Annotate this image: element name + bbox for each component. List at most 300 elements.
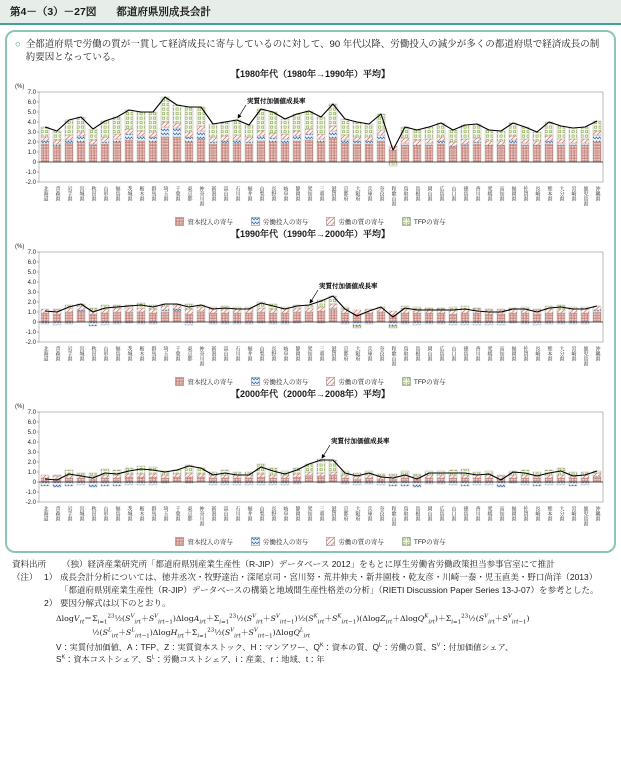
bar-segment (329, 304, 337, 308)
figure-number: 第4－（3）－27図 (10, 6, 97, 18)
x-axis-label: 滋賀県 (330, 345, 337, 361)
bar-segment (281, 482, 289, 485)
bar-segment (389, 150, 397, 162)
x-axis-label: 長崎県 (534, 185, 541, 201)
bar-segment (425, 313, 433, 322)
y-tick-label: 1.0 (27, 149, 36, 156)
bar-segment (197, 307, 205, 311)
x-axis-label: 京都府 (342, 345, 349, 361)
bar-segment (221, 122, 229, 136)
note-text-1: 成長会計分析については、徳井丞次・牧野達治・深尾京司・宮川努・荒井伸夫・新井園枝・乾友彦・川崎一泰・児玉直美・野口尚洋（2013）「都道府県別産業生産性（R-JIP）データベースの構築と地域間生産性格差の分析」（RIETI Discussion Paper Series 13-J-07）を参考とした。 (60, 572, 599, 596)
x-axis-label: 岩手県 (66, 505, 73, 521)
x-axis-label: 青森県 (54, 345, 61, 361)
bar-segment (125, 308, 133, 312)
bar-segment (101, 309, 109, 313)
chart-plot-2000s (13, 400, 608, 506)
x-axis-label: 愛知県 (306, 345, 313, 361)
y-axis-unit: (%) (15, 403, 25, 410)
bar-segment (341, 475, 349, 478)
bar-segment (581, 143, 589, 145)
x-axis-label: 神奈川県 (198, 505, 205, 526)
bar-segment (101, 322, 109, 325)
bar-segment (89, 479, 97, 482)
x-axis-label: 福島県 (114, 505, 121, 521)
bar-segment (101, 482, 109, 486)
bar-segment (341, 135, 349, 140)
x-axis-label: 岡山県 (426, 505, 433, 521)
bar-segment (185, 107, 193, 132)
bar-segment (137, 141, 145, 162)
x-axis-label: 長野県 (270, 345, 277, 361)
decomposition-formula-line1: $\Delta\log V_{rt}=\Sigma_{i=1}^{23}\frac{1}{2}(S^V_{irt}+S^V_{irt-1})\Delta\log A_{irt}+\Sigma_{i=1}^{23}\frac{1}{2}(S^V_{irt}+S^V_{irt-1})\frac{1}{2}(S^K_{irt}+S^K_{irt-1})(\Delta\log Z_{irt}+\Delta\log Q^K_{irt})+\Sigma_{i=1}^{23}\frac{1}{2}(S^V_{irt}+S^V_{irt-1})$ (56, 613, 530, 626)
legend-swatch-icon (175, 537, 184, 546)
bar-segment (269, 475, 277, 478)
bar-segment (197, 468, 205, 474)
x-axis-label: 静岡県 (294, 505, 301, 521)
bar-segment (113, 134, 121, 139)
source-label: 資料出所 (12, 558, 47, 569)
legend-swatch-icon (402, 537, 411, 546)
chart-legend-2000s (13, 537, 608, 546)
x-axis-label: 福岡県 (510, 185, 517, 201)
x-axis-label: 秋田県 (90, 185, 97, 201)
bar-segment (77, 132, 85, 136)
x-axis-label: 熊本県 (546, 505, 553, 521)
bar-segment (161, 122, 169, 127)
bar-segment (245, 137, 253, 142)
bar-segment (389, 479, 397, 482)
note-number-2: 2） (44, 597, 58, 608)
bar-segment (413, 307, 421, 309)
x-axis-label: 静岡県 (294, 345, 301, 361)
x-axis-label: 大分県 (558, 345, 565, 361)
bar-segment (65, 140, 73, 143)
legend-swatch-icon (175, 377, 184, 386)
x-axis-label: 秋田県 (90, 345, 97, 361)
bar-segment (425, 478, 433, 482)
note-item-2 (44, 597, 609, 610)
bar-segment (437, 478, 445, 482)
x-axis-label: 広島県 (438, 185, 445, 201)
bar-segment (377, 479, 385, 482)
x-axis-label: 千葉県 (174, 505, 181, 521)
bar-segment (185, 309, 193, 314)
bar-segment (125, 312, 133, 322)
bar-segment (89, 129, 97, 140)
source-text: （独）経済産業研究所「都道府県別産業生産性（R-JIP）データベース 2012」をもとに厚生労働省労働政策担当参事官室にて推計 (62, 558, 555, 569)
x-axis-label: 北海道 (42, 505, 49, 521)
bar-segment (581, 145, 589, 162)
x-axis-label: 長野県 (270, 185, 277, 201)
x-axis-label: 沖縄県 (594, 345, 601, 361)
bar-segment (473, 313, 481, 322)
y-tick-label: 3.0 (27, 129, 36, 136)
y-tick-label: 4.0 (27, 119, 36, 126)
y-tick-label: -1.0 (25, 489, 36, 496)
bar-segment (365, 144, 373, 162)
bar-segment (317, 311, 325, 322)
bar-segment (233, 309, 241, 313)
bar-segment (581, 478, 589, 482)
bar-segment (173, 137, 181, 162)
bar-segment (497, 309, 505, 310)
note-text-2: 要因分解式は以下のとおり。 (60, 597, 171, 608)
bar-segment (125, 140, 133, 162)
chart-section-1990s (13, 229, 608, 386)
x-axis-label: 徳島県 (462, 185, 469, 201)
x-axis-label: 岩手県 (66, 345, 73, 361)
x-axis-label: 島根県 (414, 345, 421, 361)
bar-segment (185, 473, 193, 477)
bar-segment (449, 130, 457, 142)
bar-segment (569, 128, 577, 139)
bar-segment (449, 478, 457, 482)
bar-segment (317, 139, 325, 142)
x-axis-label: 岐阜県 (282, 185, 289, 201)
bar-segment (257, 477, 265, 482)
bar-segment (77, 136, 85, 142)
bar-segment (293, 114, 301, 131)
y-tick-label: 3.0 (27, 289, 36, 296)
bar-segment (41, 475, 49, 478)
bar-segment (269, 112, 277, 133)
bar-segment (305, 476, 313, 482)
chart-title-1980s: 【1980年代（1980年→1990年）平均】 (230, 68, 391, 79)
bar-segment (185, 322, 193, 325)
bar-segment (161, 127, 169, 137)
bar-segment (365, 137, 373, 141)
bar-segment (113, 142, 121, 162)
bar-segment (497, 146, 505, 162)
bar-segment (449, 482, 457, 485)
bar-segment (521, 127, 529, 139)
x-axis-label: 和歌山県 (390, 185, 397, 206)
bar-segment (305, 472, 313, 475)
bar-segment (257, 308, 265, 312)
x-axis-label: 埼玉県 (162, 185, 169, 201)
note-number-1: 1） (44, 572, 58, 583)
bar-segment (53, 131, 61, 140)
bar-segment (545, 144, 553, 162)
bar-segment (65, 482, 73, 486)
x-axis-label: 山形県 (102, 185, 109, 201)
bar-segment (113, 117, 121, 134)
bar-segment (221, 136, 229, 141)
x-axis-label: 福岡県 (510, 505, 517, 521)
bar-segment (533, 478, 541, 482)
bar-segment (497, 141, 505, 145)
bar-segment (497, 322, 505, 325)
x-axis-label: 愛媛県 (486, 185, 493, 201)
bar-segment (149, 477, 157, 482)
bar-segment (485, 314, 493, 322)
x-axis-label: 岐阜県 (282, 345, 289, 361)
bar-segment (77, 306, 85, 310)
chart-plot-1990s (13, 240, 608, 346)
x-axis-label: 東京都 (186, 505, 193, 521)
bar-segment (149, 137, 157, 142)
bar-segment (389, 322, 397, 326)
x-axis-label: 岩手県 (66, 185, 73, 201)
bar-segment (569, 482, 577, 486)
bar-segment (137, 312, 145, 322)
bar-segment (353, 326, 361, 328)
chart-legend-1980s (13, 217, 608, 226)
bar-segment (521, 143, 529, 145)
bar-segment (509, 478, 517, 482)
bar-segment (77, 473, 85, 475)
bar-segment (149, 313, 157, 322)
bar-segment (101, 478, 109, 482)
bar-segment (317, 476, 325, 482)
x-axis-label: 和歌山県 (390, 345, 397, 366)
bar-segment (125, 477, 133, 482)
x-axis-label: 高知県 (498, 505, 505, 521)
x-axis-label: 新潟県 (210, 185, 217, 201)
bar-segment (569, 143, 577, 145)
bar-segment (125, 134, 133, 140)
y-tick-label: 6.0 (27, 99, 36, 106)
bar-segment (389, 326, 397, 328)
legend-label: 労働投入の寄与 (262, 378, 309, 386)
bar-segment (293, 308, 301, 312)
bar-segment (89, 322, 97, 326)
bar-segment (149, 309, 157, 313)
bar-segment (329, 138, 337, 162)
bar-segment (593, 312, 601, 322)
x-axis-label: 大分県 (558, 505, 565, 521)
legend-item (175, 217, 233, 226)
bar-segment (581, 127, 589, 139)
bar-segment (329, 475, 337, 482)
bar-segment (245, 125, 253, 137)
y-tick-label: 0 (32, 479, 36, 486)
y-tick-label: 5.0 (27, 269, 36, 276)
bar-segment (593, 477, 601, 482)
bar-segment (533, 322, 541, 325)
bar-segment (545, 482, 553, 485)
stacked-bars (41, 459, 601, 487)
x-axis-label: 三重県 (318, 185, 325, 201)
bar-segment (173, 309, 181, 311)
y-tick-label: 6.0 (27, 419, 36, 426)
bar-segment (545, 136, 553, 141)
bar-segment (533, 309, 541, 310)
x-axis-label: 滋賀県 (330, 185, 337, 201)
bar-segment (269, 138, 277, 142)
legend-item (402, 537, 446, 546)
x-axis-label: 山形県 (102, 345, 109, 361)
x-axis-label: 香川県 (474, 505, 481, 521)
bar-segment (185, 132, 193, 137)
x-axis-label: 兵庫県 (366, 345, 373, 361)
bar-segment (533, 146, 541, 162)
bar-segment (497, 314, 505, 322)
bar-segment (401, 482, 409, 486)
legend-item (326, 537, 384, 546)
x-axis-label: 福島県 (114, 185, 121, 201)
bar-segment (41, 144, 49, 162)
y-tick-label: -1.0 (25, 329, 36, 336)
legend-label: 労働投入の寄与 (262, 538, 309, 546)
legend-item (175, 377, 233, 386)
bar-segment (173, 105, 181, 123)
x-axis-label: 茨城県 (126, 185, 133, 201)
y-tick-label: 5.0 (27, 429, 36, 436)
bar-segment (437, 313, 445, 322)
y-tick-label: 4.0 (27, 279, 36, 286)
x-axis-label: 佐賀県 (522, 505, 529, 521)
x-axis-label: 奈良県 (378, 185, 385, 201)
y-tick-label: 5.0 (27, 109, 36, 116)
bar-segment (497, 475, 505, 476)
bar-segment (545, 478, 553, 482)
x-axis-label: 山口県 (450, 185, 457, 201)
line-annotation: 実質付加価値成長率 (331, 437, 390, 445)
bar-segment (533, 314, 541, 322)
bar-segment (209, 482, 217, 485)
bar-segment (305, 312, 313, 322)
bar-segment (449, 147, 457, 162)
plot-frame (39, 252, 603, 342)
bar-segment (341, 313, 349, 322)
bar-segment (245, 309, 253, 313)
bar-segment (533, 472, 541, 475)
bar-segment (89, 145, 97, 162)
x-axis-label: 兵庫県 (366, 505, 373, 521)
x-axis-label: 熊本県 (546, 345, 553, 361)
bar-segment (293, 141, 301, 162)
bar-segment (221, 478, 229, 482)
bar-segment (185, 137, 193, 142)
x-axis-label: 富山県 (222, 505, 229, 521)
stacked-bars (41, 97, 601, 166)
bar-segment (53, 309, 61, 310)
bar-segment (245, 142, 253, 144)
bar-segment (389, 482, 397, 486)
bar-segment (293, 474, 301, 477)
bar-segment (461, 478, 469, 482)
bar-segment (473, 124, 481, 138)
bar-segment (257, 131, 265, 136)
bar-segment (113, 482, 121, 486)
bar-segment (473, 144, 481, 162)
legend-item (326, 217, 384, 226)
bar-segment (365, 478, 373, 482)
bar-segment (209, 137, 217, 142)
y-tick-label: -2.0 (25, 179, 36, 186)
bar-segment (581, 482, 589, 485)
annotation-arrow (238, 105, 246, 118)
legend-swatch-icon (402, 377, 411, 386)
x-axis-label: 鳥取県 (402, 185, 409, 201)
y-tick-label: -1.0 (25, 169, 36, 176)
legend-swatch-icon (251, 217, 260, 226)
bar-segment (197, 126, 205, 131)
bar-segment (437, 144, 445, 162)
bar-segment (545, 309, 553, 313)
x-axis-label: 香川県 (474, 345, 481, 361)
bar-segment (581, 313, 589, 322)
bar-segment (461, 322, 469, 325)
bar-segment (377, 130, 385, 135)
bar-segment (305, 140, 313, 162)
legend-swatch-icon (402, 217, 411, 226)
bar-segment (365, 313, 373, 322)
bar-segment (89, 482, 97, 487)
note-row (12, 571, 609, 666)
bar-segment (53, 475, 61, 476)
x-axis-label: 香川県 (474, 185, 481, 201)
bar-segment (569, 145, 577, 162)
x-axis-label: 茨城県 (126, 345, 133, 361)
bar-segment (233, 482, 241, 485)
bar-segment (581, 309, 589, 313)
bar-segment (521, 478, 529, 482)
bar-segment (53, 146, 61, 162)
y-tick-label: 1.0 (27, 309, 36, 316)
bar-segment (509, 313, 517, 322)
x-axis-label: 徳島県 (462, 505, 469, 521)
x-axis-label: 滋賀県 (330, 505, 337, 521)
bar-segment (149, 112, 157, 132)
annotation-arrow (322, 445, 330, 458)
bar-segment (53, 140, 61, 144)
legend-label: TFPの寄与 (413, 538, 446, 546)
y-tick-label: 7.0 (27, 249, 36, 256)
bar-segment (353, 322, 361, 326)
bar-segment (545, 313, 553, 322)
bar-segment (281, 478, 289, 482)
bar-segment (137, 131, 145, 136)
bar-segment (125, 110, 133, 129)
x-axis-label: 熊本県 (546, 185, 553, 201)
legend-label: 資本投入の寄与 (187, 378, 233, 386)
bar-segment (521, 475, 529, 478)
legend-label: TFPの寄与 (413, 378, 446, 386)
x-axis-label: 佐賀県 (522, 185, 529, 201)
bar-segment (557, 482, 565, 485)
x-axis-label: 大分県 (558, 185, 565, 201)
y-tick-label: 7.0 (27, 409, 36, 416)
bar-segment (209, 313, 217, 322)
x-axis-label: 群馬県 (150, 505, 157, 521)
x-axis-label: 鳥取県 (402, 345, 409, 361)
bar-segment (557, 309, 565, 313)
y-tick-label: 1.0 (27, 469, 36, 476)
bar-segment (593, 131, 601, 135)
legend-label: TFPの寄与 (413, 218, 446, 226)
bar-segment (389, 315, 397, 322)
legend-item (251, 217, 309, 226)
bar-segment (521, 139, 529, 143)
notes-section (12, 558, 609, 667)
bar-segment (461, 482, 469, 486)
bar-segment (101, 313, 109, 322)
x-axis-label: 広島県 (438, 345, 445, 361)
bar-segment (257, 312, 265, 322)
legend-swatch-icon (251, 537, 260, 546)
bar-segment (41, 313, 49, 322)
bar-segment (557, 145, 565, 162)
chart-svg (13, 80, 607, 186)
bar-segment (485, 482, 493, 485)
bar-segment (161, 478, 169, 482)
bar-segment (281, 475, 289, 478)
bar-segment (113, 475, 121, 478)
bar-segment (473, 138, 481, 142)
bar-segment (233, 313, 241, 322)
